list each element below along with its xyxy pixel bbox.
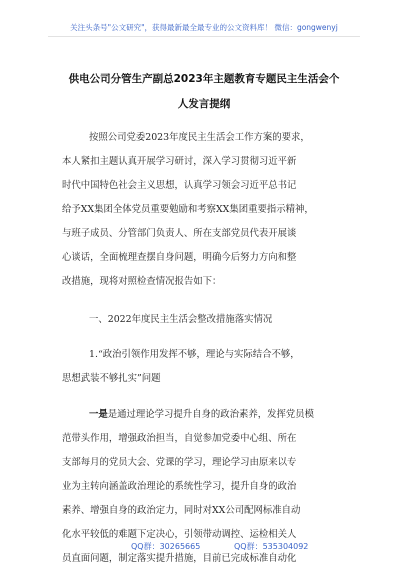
body-text-line: 给予XX集团全体党员重要勉励和考察XX集团重要指示精神， [62,204,314,215]
document-title-line-1: 供电公司分管生产副总2023年主题教育专题民主生活会个 [68,73,340,85]
body-text-line: 范带头作用，增强政治担当，自觉参加党委中心组、所在 [62,433,297,444]
subsection-heading: 1.“政治引领作用发挥不够，理论与实际结合不够， [89,349,300,360]
body-text-line: 改措施，现将对照检查情况报告如下： [62,276,222,287]
document-title-line-2: 人发言提纲 [177,98,231,110]
body-text-segment: 是通过理论学习提升自身的政治素养，发挥党员模 [107,409,315,420]
body-text-line: 素养、增强自身的政治定力，同时对XX公司配网标准自动 [62,505,301,516]
section-heading: 一、2022年度民主生活会整改措施落实情况 [89,314,273,325]
qq-group-right: QQ群：535304092 [234,542,309,551]
body-text-line [89,406,314,420]
header-banner: 关注头条号"公文研究"，获得最新最全最专业的公文资料库！ 微信：gongwenyj [70,23,338,32]
bold-lead-text: 一是 [89,409,108,420]
body-text-line: 与班子成员、分管部门负责人、所在支部党员代表开展谈 [62,228,297,239]
body-text-line: 时代中国特色社会主义思想，认真学习领会习近平总书记 [62,180,297,191]
body-text-line: 员直面问题，制定落实提升措施，目前已完成标准自动化 [62,553,297,564]
body-text-line: 支部每月的党员大会、党课的学习，理论学习由原来以专 [62,457,297,468]
qq-group-left: QQ群：30265665 [131,542,201,551]
body-text-line: 按照公司党委2023年度民主生活会工作方案的要求， [89,132,310,143]
header-divider [48,36,360,37]
subsection-heading-continued: 思想武装不够扎实”问题 [62,373,161,384]
body-text-line: 化水平较低的难题下定决心，引领带动调控、运检相关人 [62,529,297,540]
body-text-line: 业为主转向涵盖政治理论的系统性学习，提升自身的政治 [62,481,297,492]
body-text-line: 心谈话，全面梳理查摆自身问题，明确今后努力方向和整 [62,252,297,263]
body-text-line: 本人紧扣主题认真开展学习研讨，深入学习贯彻习近平新 [62,156,297,167]
